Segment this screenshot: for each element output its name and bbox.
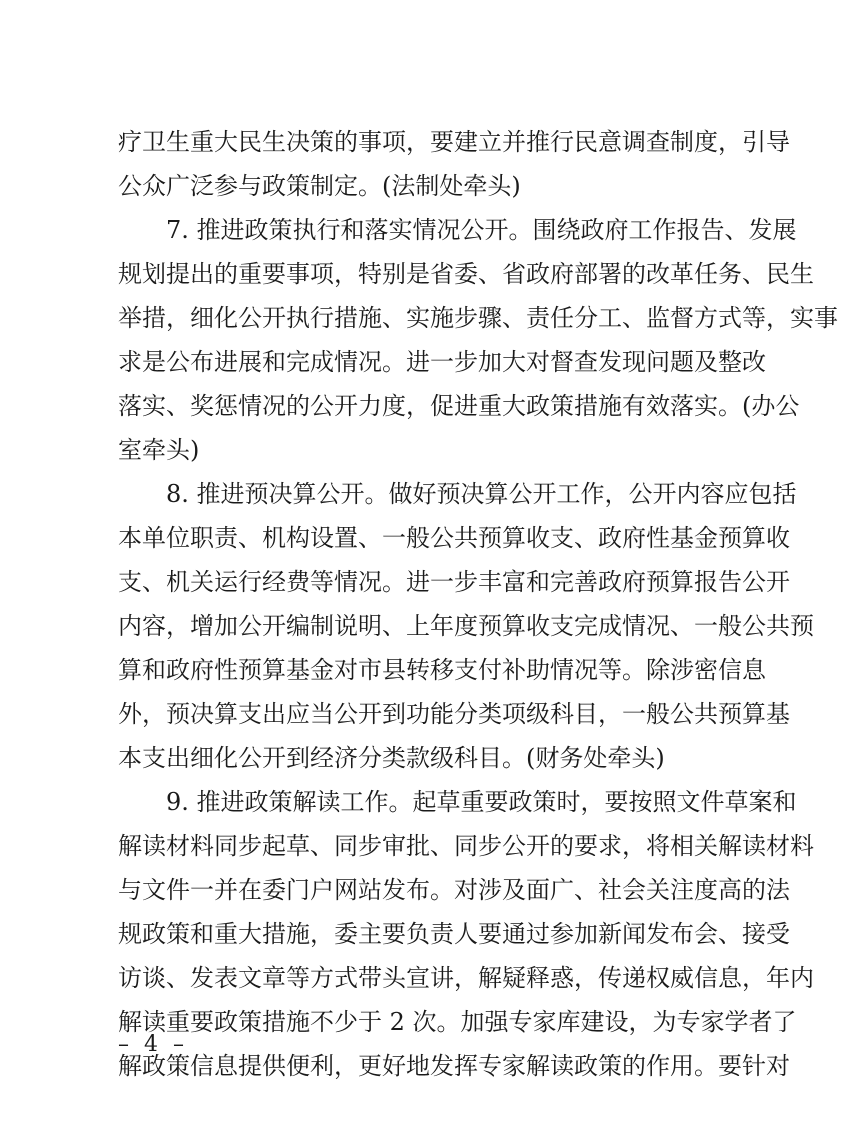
text-line: 本单位职责、机构设置、一般公共预算收支、政府性基金预算收 [118,524,790,552]
text-line: 外，预决算支出应当公开到功能分类项级科目，一般公共预算基 [118,700,790,728]
text-line: 内容，增加公开编制说明、上年度预算收支完成情况、一般公共预 [118,612,814,640]
text-line: 规政策和重大措施，委主要负责人要通过参加新闻发布会、接受 [118,920,790,948]
text-line: 支、机关运行经费等情况。进一步丰富和完善政府预算报告公开 [118,568,790,596]
text-line: 规划提出的重要事项，特别是省委、省政府部署的改革任务、民生 [118,260,814,288]
text-line: 本支出细化公开到经济分类款级科目。(财务处牵头) [118,744,665,772]
text-line: 8. 推进预决算公开。做好预决算公开工作，公开内容应包括 [166,480,797,508]
text-line: 室牵头) [118,436,200,464]
text-line: 9. 推进政策解读工作。起草重要政策时，要按照文件草案和 [166,788,797,816]
text-line: 疗卫生重大民生决策的事项，要建立并推行民意调查制度，引导 [118,128,790,156]
body-text [118,120,838,1088]
text-line: 访谈、发表文章等方式带头宣讲，解疑释惑，传递权威信息，年内 [118,964,814,992]
text-line: 解政策信息提供便利，更好地发挥专家解读政策的作用。要针对 [118,1052,790,1080]
page-number: – 4 – [118,1032,188,1057]
text-line: 解读重要政策措施不少于 2 次。加强专家库建设，为专家学者了 [118,1008,797,1036]
text-line: 公众广泛参与政策制定。(法制处牵头) [118,172,521,200]
text-line: 求是公布进展和完成情况。进一步加大对督查发现问题及整改 [118,348,766,376]
text-line: 落实、奖惩情况的公开力度，促进重大政策措施有效落实。(办公 [118,392,800,420]
text-line: 7. 推进政策执行和落实情况公开。围绕政府工作报告、发展 [166,216,797,244]
text-line: 算和政府性预算基金对市县转移支付补助情况等。除涉密信息 [118,656,766,684]
text-line: 与文件一并在委门户网站发布。对涉及面广、社会关注度高的法 [118,876,790,904]
text-line: 举措，细化公开执行措施、实施步骤、责任分工、监督方式等，实事 [118,304,838,332]
text-line: 解读材料同步起草、同步审批、同步公开的要求，将相关解读材料 [118,832,814,860]
